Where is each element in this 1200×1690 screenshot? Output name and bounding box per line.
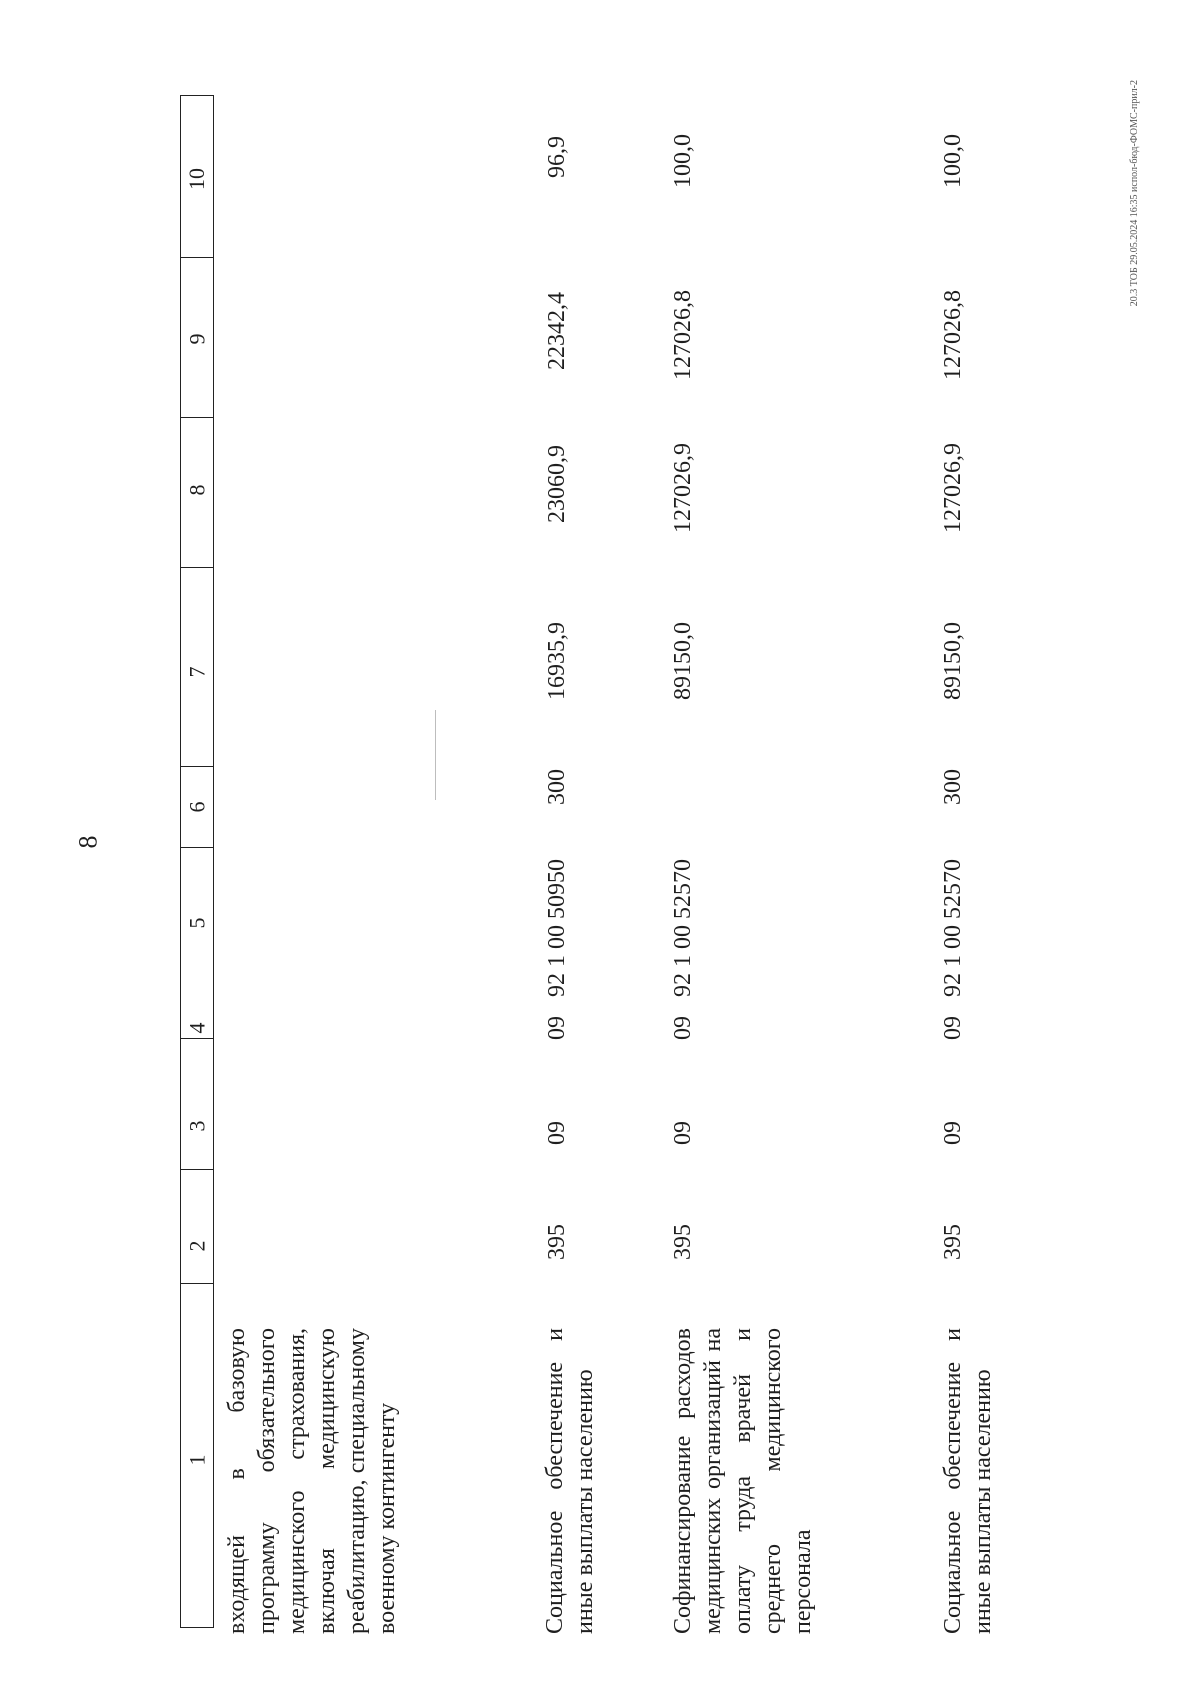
row-2-col5: 92 1 00 50950	[544, 859, 570, 997]
header-col-7: 7	[184, 666, 209, 678]
header-col-6: 6	[184, 801, 209, 813]
header-col-1: 1	[184, 1454, 209, 1466]
row-4-col4: 09	[940, 1016, 966, 1040]
page-number: 8	[73, 835, 102, 849]
header-sep	[180, 766, 214, 767]
header-col-9: 9	[184, 333, 209, 345]
row-3-col4: 09	[670, 1016, 696, 1040]
scan-artifact-line	[435, 710, 436, 800]
row-4-col10: 100,0	[940, 134, 966, 188]
row-3-col5: 92 1 00 52570	[670, 859, 696, 997]
row-3-col2: 395	[670, 1224, 696, 1260]
header-col-4: 4	[184, 1022, 209, 1034]
row-3-col8: 127026,9	[670, 443, 696, 533]
row-2-col6: 300	[544, 769, 570, 805]
row-4-col3: 09	[940, 1121, 966, 1145]
header-sep	[180, 1169, 214, 1170]
row-2-col8: 23060,9	[544, 445, 570, 523]
row-2-col2: 395	[544, 1224, 570, 1260]
row-2-col9: 22342,4	[544, 292, 570, 370]
header-sep	[180, 567, 214, 568]
header-col-10: 10	[184, 168, 209, 190]
row-3-col10: 100,0	[670, 134, 696, 188]
header-sep	[180, 1283, 214, 1284]
row-2-col10: 96,9	[544, 136, 570, 178]
row-4-col9: 127026,8	[940, 290, 966, 380]
header-border-top	[180, 95, 214, 96]
header-col-3: 3	[184, 1120, 209, 1132]
side-note: 20.3 ТОБ 29.05.2024 16:35 испол-бюд-ФОМС-прил-2	[1129, 80, 1140, 307]
row-3-col3: 09	[670, 1121, 696, 1145]
row-2-col4: 09	[544, 1016, 570, 1040]
row-2-description: Социальное обеспечение и иные выплаты населению	[542, 1328, 598, 1634]
header-border-bottom	[180, 1627, 214, 1628]
row-1-description: входящей в базовую программу обязательного медицинского страхования, включая медицинскую реабилитацию, специальному военному контингенту	[224, 1328, 400, 1634]
row-2-col3: 09	[544, 1121, 570, 1145]
row-4-col2: 395	[940, 1224, 966, 1260]
row-4-col8: 127026,9	[940, 443, 966, 533]
header-sep	[180, 847, 214, 848]
header-col-5: 5	[184, 917, 209, 929]
row-2-col7: 16935,9	[544, 622, 570, 700]
row-4-col5: 92 1 00 52570	[940, 859, 966, 997]
header-sep	[180, 257, 214, 258]
header-border-right	[213, 95, 214, 1628]
row-4-col7: 89150,0	[940, 622, 966, 700]
row-3-col9: 127026,8	[670, 290, 696, 380]
row-3-description: Софинансирование расходов медицинских организаций на оплату труда врачей и среднего медицинского персонала	[670, 1328, 816, 1634]
row-3-col7: 89150,0	[670, 622, 696, 700]
row-4-col6: 300	[940, 769, 966, 805]
row-4-description: Социальное обеспечение и иные выплаты населению	[940, 1328, 996, 1634]
header-col-2: 2	[184, 1240, 209, 1252]
header-sep	[180, 417, 214, 418]
header-col-8: 8	[184, 484, 209, 496]
header-border-left	[180, 95, 181, 1628]
